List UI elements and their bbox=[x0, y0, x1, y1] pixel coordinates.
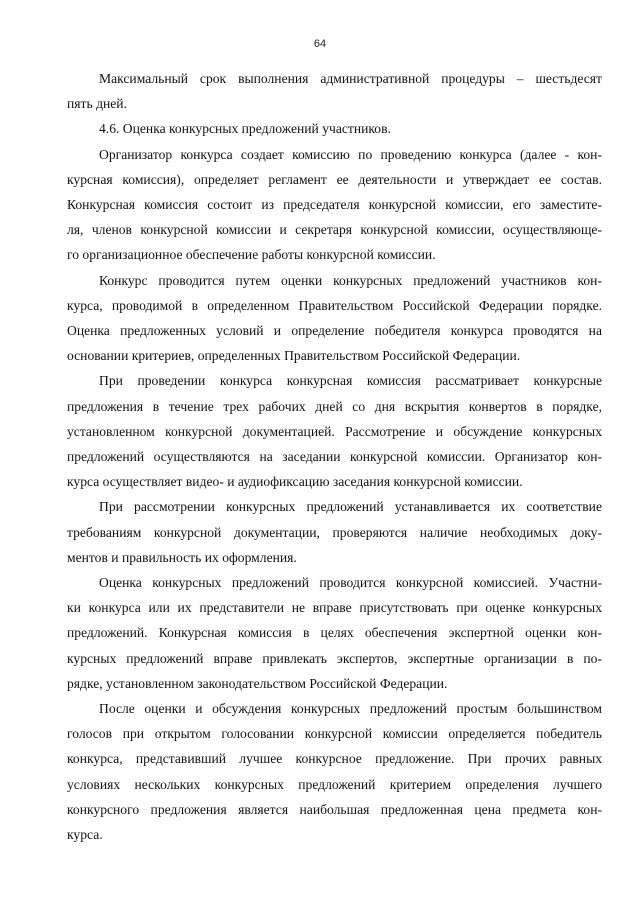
text-line: предложений. Конкурсная комиссия в целях обеспечения экспертной оценки кон- bbox=[67, 625, 602, 641]
document-body bbox=[67, 66, 602, 847]
text-line: ки конкурса или их представители не вправе присутствовать при оценке конкурсных bbox=[67, 600, 602, 616]
text-line: Оценка конкурсных предложений проводится конкурсной комиссией. Участни- bbox=[99, 575, 602, 591]
paragraph bbox=[99, 116, 602, 141]
text-line: ментов и правильность их оформления. bbox=[67, 549, 297, 565]
text-line: Конкурсная комиссия состоит из председателя конкурсной комиссии, его заместите- bbox=[67, 197, 602, 213]
paragraph bbox=[67, 696, 602, 847]
text-line: курсная комиссия), определяет регламент ее деятельности и утверждает ее состав. bbox=[67, 171, 602, 187]
text-line: курса, проводимой в определенном Правительством Российской Федерации порядке. bbox=[67, 297, 602, 313]
text-line: После оценки и обсуждения конкурсных предложений простым большинством bbox=[99, 701, 602, 717]
text-line: Оценка предложенных условий и определение победителя конкурса проводятся на bbox=[67, 323, 602, 339]
page-number: 64 bbox=[313, 38, 327, 50]
text-line: курсных предложений вправе привлекать экспертов, экспертные организации в по- bbox=[67, 650, 602, 666]
text-line: голосов при открытом голосовании конкурсной комиссии определяется победитель bbox=[67, 726, 602, 742]
text-line: При проведении конкурса конкурсная комиссия рассматривает конкурсные bbox=[99, 373, 602, 389]
text-line: установленном конкурсной документацией. Рассмотрение и обсуждение конкурсных bbox=[67, 423, 602, 439]
text-line: Конкурс проводится путем оценки конкурсных предложений участников кон- bbox=[99, 272, 602, 288]
text-line: основании критериев, определенных Правительством Российской Федерации. bbox=[67, 348, 521, 364]
text-line: 4.6. Оценка конкурсных предложений участников. bbox=[99, 121, 391, 137]
text-line: курса. bbox=[67, 827, 103, 843]
paragraph bbox=[67, 66, 602, 116]
text-line: ля, членов конкурсной комиссии и секретаря конкурсной комиссии, осуществляюще- bbox=[67, 222, 602, 238]
text-line: Максимальный срок выполнения административной процедуры – шестьдесят bbox=[99, 71, 602, 86]
text-line: предложения в течение трех рабочих дней со дня вскрытия конвертов в порядке, bbox=[67, 398, 602, 414]
text-line: Организатор конкурса создает комиссию по проведению конкурса (далее - кон- bbox=[99, 146, 602, 162]
text-line: пять дней. bbox=[67, 96, 127, 112]
text-line: предложений осуществляются на заседании конкурсной комиссии. Организатор кон- bbox=[67, 449, 602, 465]
paragraph bbox=[67, 494, 602, 570]
paragraph bbox=[67, 570, 602, 696]
text-line: условиях нескольких конкурсных предложений критерием определения лучшего bbox=[67, 776, 602, 792]
text-line: го организационное обеспечение работы конкурсной комиссии. bbox=[67, 247, 436, 263]
text-line: При рассмотрении конкурсных предложений устанавливается их соответствие bbox=[99, 499, 602, 515]
paragraph bbox=[67, 142, 602, 268]
paragraph bbox=[67, 268, 602, 369]
text-line: конкурсного предложения является наибольшая предложенная цена предмета кон- bbox=[67, 801, 602, 817]
text-line: курса осуществляет видео- и аудиофиксацию заседания конкурсной комиссии. bbox=[67, 474, 523, 490]
text-line: конкурса, представивший лучшее конкурсное предложение. При прочих равных bbox=[67, 751, 602, 767]
paragraph bbox=[67, 368, 602, 494]
text-line: рядке, установленном законодательством Российской Федерации. bbox=[67, 675, 448, 691]
text-line: требованиям конкурсной документации, проверяются наличие необходимых доку- bbox=[67, 524, 602, 540]
